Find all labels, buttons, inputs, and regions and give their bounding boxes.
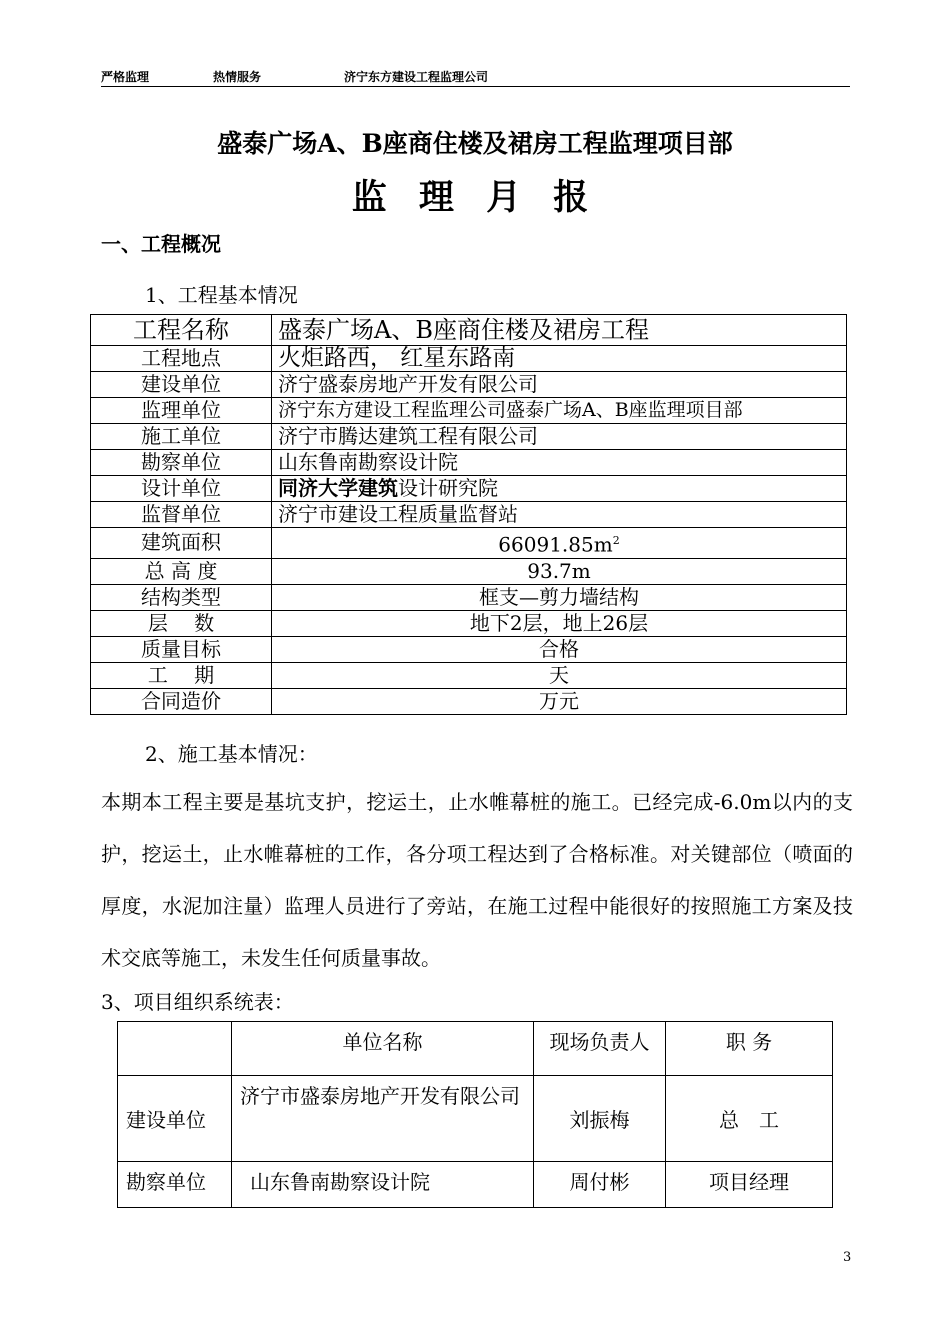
row-label: 总 高 度 — [91, 558, 272, 584]
row-value: 济宁市建设工程质量监督站 — [272, 502, 847, 528]
subheading-org-table: 3、项目组织系统表： — [101, 990, 294, 1014]
row-label: 施工单位 — [91, 424, 272, 450]
table-row — [91, 502, 847, 528]
row-value: 火炬路西， 红星东路南 — [272, 346, 847, 372]
row-label: 工程名称 — [91, 315, 272, 346]
row-value: 地下2层，地上26层 — [272, 610, 847, 636]
row-label: 监督单位 — [91, 502, 272, 528]
header-company: 济宁东方建设工程监理公司 — [344, 70, 489, 84]
table-row — [118, 1076, 833, 1162]
table-row — [91, 584, 847, 610]
row-label: 监理单位 — [91, 398, 272, 424]
page-header — [101, 68, 850, 87]
table-row — [91, 662, 847, 688]
table-row — [91, 558, 847, 584]
row-label: 勘察单位 — [91, 450, 272, 476]
row-label: 建设单位 — [91, 372, 272, 398]
header-motto-2: 热情服务 — [213, 70, 262, 84]
row-label: 工 期 — [91, 662, 272, 688]
document-title: 盛泰广场A、B座商住楼及裙房工程监理项目部 — [217, 129, 733, 158]
area-unit-exponent: 2 — [612, 534, 620, 547]
header-cell: 职 务 — [666, 1022, 833, 1076]
table-row — [91, 398, 847, 424]
unit-name-cell: 山东鲁南勘察设计院 — [232, 1162, 534, 1208]
project-info-table — [90, 314, 847, 715]
row-value: 济宁东方建设工程监理公司盛泰广场A、B座监理项目部 — [272, 398, 847, 424]
row-label: 建筑面积 — [91, 528, 272, 559]
unit-name-cell: 济宁市盛泰房地产开发有限公司 — [232, 1076, 534, 1162]
row-value: 山东鲁南勘察设计院 — [272, 450, 847, 476]
table-header-row — [118, 1022, 833, 1076]
row-value: 框支—剪力墙结构 — [272, 584, 847, 610]
table-row — [91, 688, 847, 714]
value-bold-part: 同济大学建筑 — [278, 476, 398, 500]
row-value: 93.7m — [272, 558, 847, 584]
header-cell — [118, 1022, 232, 1076]
row-value: 合格 — [272, 636, 847, 662]
row-value: 济宁市腾达建筑工程有限公司 — [272, 424, 847, 450]
role-cell: 项目经理 — [666, 1162, 833, 1208]
unit-type-cell: 勘察单位 — [118, 1162, 232, 1208]
row-label: 结构类型 — [91, 584, 272, 610]
row-value: 万元 — [272, 688, 847, 714]
area-value: 66091.85m — [498, 532, 613, 557]
person-cell: 刘振梅 — [534, 1076, 666, 1162]
subheading-construction: 2、施工基本情况： — [145, 742, 318, 766]
table-row — [91, 528, 847, 559]
row-label: 设计单位 — [91, 476, 272, 502]
subheading-basic-info: 1、工程基本情况 — [145, 283, 298, 307]
table-row — [118, 1162, 833, 1208]
header-motto-1: 严格监理 — [101, 70, 150, 84]
header-cell: 现场负责人 — [534, 1022, 666, 1076]
unit-type-cell: 建设单位 — [118, 1076, 232, 1162]
row-label: 工程地点 — [91, 346, 272, 372]
row-label: 合同造价 — [91, 688, 272, 714]
table-row — [91, 315, 847, 346]
org-system-table — [117, 1021, 833, 1208]
row-label: 质量目标 — [91, 636, 272, 662]
table-row — [91, 610, 847, 636]
section-heading-1: 一、工程概况 — [101, 232, 221, 256]
row-value: 盛泰广场A、B座商住楼及裙房工程 — [272, 315, 847, 346]
table-row — [91, 450, 847, 476]
row-value: 天 — [272, 662, 847, 688]
table-row — [91, 636, 847, 662]
construction-paragraph: 本期本工程主要是基坑支护，挖运土，止水帷幕桩的施工。已经完成-6.0m以内的支护，挖运土，止水帷幕桩的工作，各分项工程达到了合格标准。对关键部位（喷面的厚度，水泥加注量）监理人员进行了旁站，在施工过程中能很好的按照施工方案及技术交底等施工，未发生任何质量事故。 — [101, 790, 853, 970]
row-value: 济宁盛泰房地产开发有限公司 — [272, 372, 847, 398]
role-cell: 总 工 — [666, 1076, 833, 1162]
table-row — [91, 346, 847, 372]
table-row — [91, 424, 847, 450]
value-rest: 设计研究院 — [398, 476, 498, 500]
table-row — [91, 476, 847, 502]
row-value — [272, 528, 847, 559]
table-row — [91, 372, 847, 398]
row-value — [272, 476, 847, 502]
page-number: 3 — [843, 1250, 852, 1265]
person-cell: 周付彬 — [534, 1162, 666, 1208]
document-subtitle: 监 理 月 报 — [351, 177, 599, 218]
header-cell: 单位名称 — [232, 1022, 534, 1076]
row-label: 层 数 — [91, 610, 272, 636]
